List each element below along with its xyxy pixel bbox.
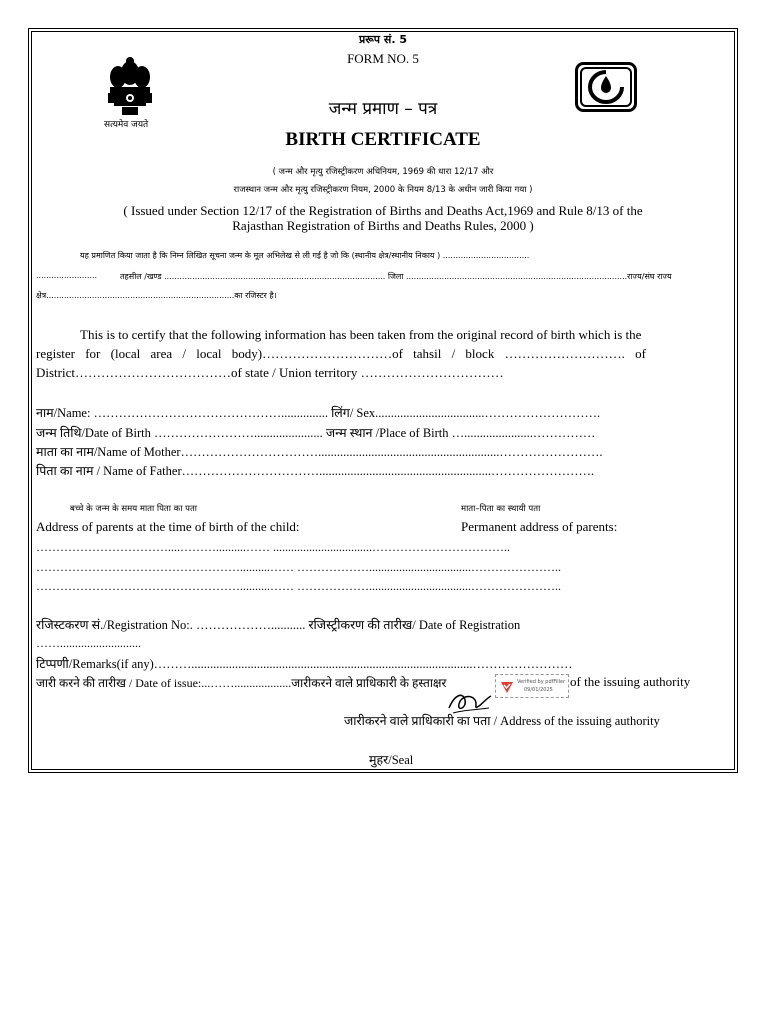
certify-hi-line-2b: तहसील /खण्ड ....................................................................................... जिला .......................................................................................राज्य/संघ राज्य <box>120 272 672 281</box>
checkmark-badge-icon <box>499 679 515 695</box>
issued-under-hi-1: ( जन्म और मृत्यु रजिस्ट्रीकरण अधिनियम, 1969 की धारा 12/17 और <box>272 167 494 177</box>
registration-date-continued: ……........................... <box>36 636 141 650</box>
address-line-2: ……………………………………………..........…… ………………..................................………………….. <box>36 560 561 574</box>
form-number: FORM NO. 5 <box>347 51 419 66</box>
issuing-authority-address: जारीकरने वाले प्राधिकारी का पता / Address of the issuing authority <box>344 714 660 728</box>
form-number-hi: प्ररूप सं. 5 <box>359 33 407 46</box>
verification-stamp <box>495 674 569 698</box>
page-title: BIRTH CERTIFICATE <box>285 129 481 150</box>
issued-under-en-1: ( Issued under Section 12/17 of the Registration of Births and Deaths Act,1969 and Rule 8/13 of the <box>123 203 643 218</box>
field-name: नाम/Name: ………………………………………............... लिंग/ Sex...................................………………………. <box>36 406 601 420</box>
certify-en-line-3: District………………………………of state / Union territory …………………………… <box>36 365 504 380</box>
signature-label: of the issuing authority <box>570 674 691 689</box>
certify-en-line-2: register for (local area / local body)…………………………of tahsil / block ………………………. of <box>36 346 646 361</box>
certify-en-line-1: This is to certify that the following information has been taken from the original record of birth which is the <box>80 327 642 342</box>
address-line-3: ……………………………………………..........…… ………………..................................………………….. <box>36 579 561 593</box>
verification-date: 09/01/2025 <box>524 687 553 693</box>
title-hi: जन्म प्रमाण – पत्र <box>328 99 438 119</box>
address-line-1: ……………………………....………..........…… .................................…………………………….. <box>36 540 510 554</box>
seal-label: मुहर/Seal <box>369 753 414 767</box>
verification-text: Verified by pdfFiller <box>517 679 566 685</box>
certify-hi-line-3: क्षेत्र..........................................................................का रजिस्टर है। <box>36 291 277 300</box>
certify-hi-line-1: यह प्रमाणित किया जाता है कि निम्न लिखित सूचना जन्म के मूल अभिलेख से ली गई है जो कि (स्थानीय क्षेत्र/स्थानीय निकाय ) .................................. <box>80 251 530 260</box>
address-birth-label: Address of parents at the time of birth of the child: <box>36 519 300 534</box>
certify-hi-line-2a: ........................ <box>36 271 98 280</box>
emblem-motto: सत्यमेव जयते <box>104 120 149 130</box>
address-birth-hi: बच्चे के जन्म के समय माता पिता का पता <box>70 504 197 514</box>
address-permanent-label: Permanent address of parents: <box>461 519 618 534</box>
field-mother-name: माता का नाम/Name of Mother……………………………..........................................................……………………. <box>36 445 603 459</box>
issued-under-hi-2: राजस्थान जन्म और मृत्यु रजिस्ट्रीकरण नियम, 2000 के नियम 8/13 के अधीन जारी किया गया ) <box>233 185 533 195</box>
remarks: टिप्पणी/Remarks(if any)………..........................................................................................…………………… <box>36 657 573 671</box>
issued-under-en-2: Rajasthan Registration of Births and Deaths Rules, 2000 ) <box>232 218 534 233</box>
date-of-issue: जारी करने की तारीख / Date of issue:...……...................जारीकरने वाले प्राधिकारी के हस्ताक्षर <box>36 676 447 690</box>
field-father-name: पिता का नाम / Name of Father…………………………….......................................................……………………. <box>36 464 595 478</box>
registration-number: रजिस्टकरण सं./Registration No:. ………………........... रजिस्ट्रीकरण की तारीख/ Date of Registration <box>36 618 521 632</box>
field-date-of-birth: जन्म तिथि/Date of Birth ……………………...................... जन्म स्थान /Place of Birth …......................…………… <box>36 426 596 440</box>
address-permanent-hi: माता–पिता का स्थायी पता <box>461 504 541 514</box>
